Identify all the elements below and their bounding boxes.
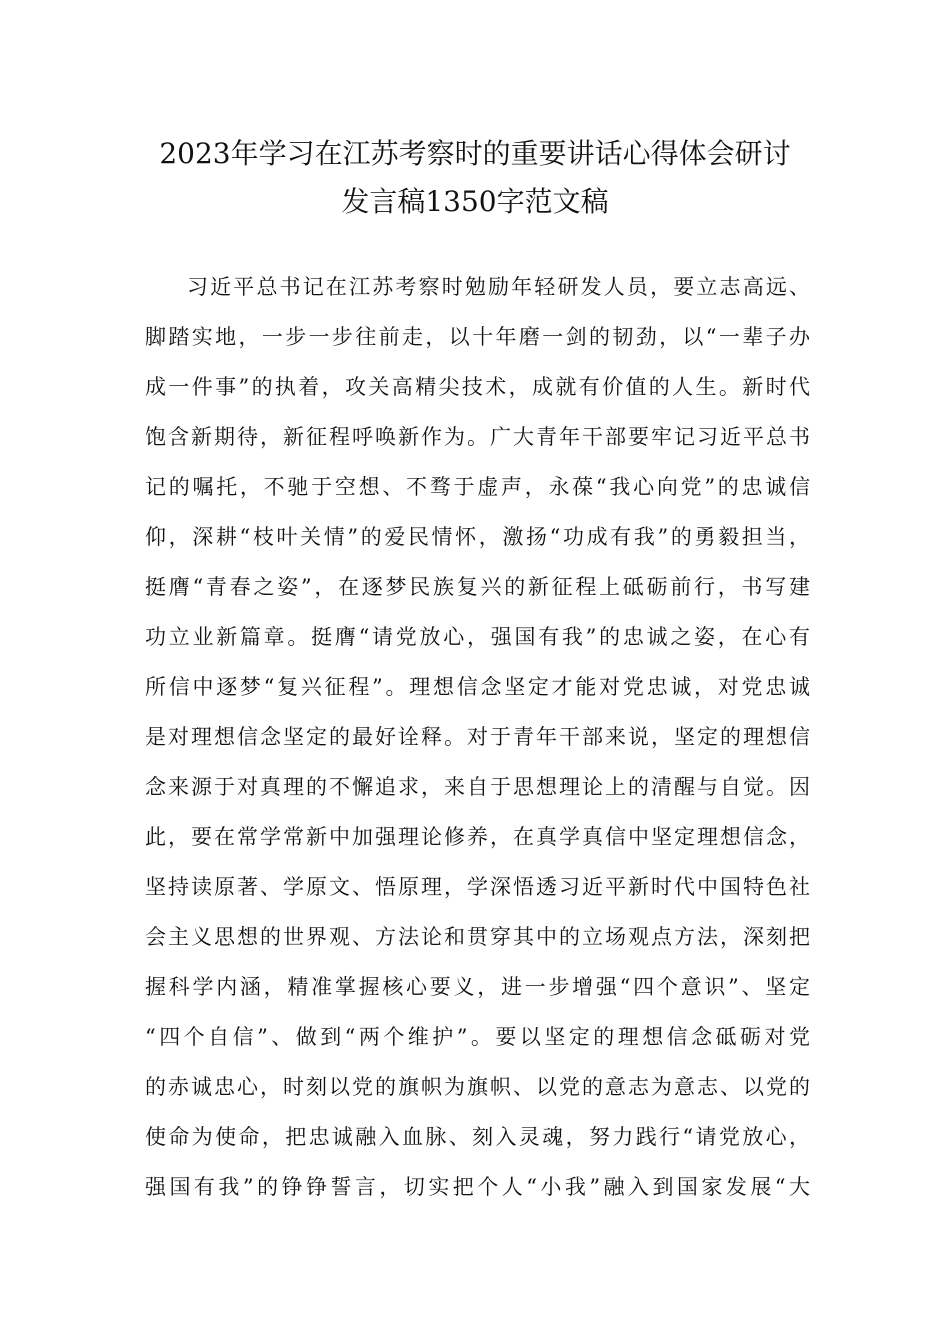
body-line: 饱含新期待，新征程呼唤新作为。广大青年干部要牢记习近平总书 (145, 425, 810, 449)
body-line: 此，要在常学常新中加强理论修养，在真学真信中坚定理想信念， (145, 825, 810, 849)
document-title-line-1: 2023年学习在江苏考察时的重要讲话心得体会研讨 (159, 137, 791, 170)
body-line: 坚持读原著、学原文、悟原理，学深悟透习近平新时代中国特色社 (145, 875, 810, 899)
body-line: 仰，深耕“枝叶关情”的爱民情怀，激扬“功成有我”的勇毅担当， (145, 525, 810, 549)
body-line: 脚踏实地，一步一步往前走，以十年磨一剑的韧劲，以“一辈子办 (145, 325, 810, 349)
body-line: 使命为使命，把忠诚融入血脉、刻入灵魂，努力践行“请党放心， (145, 1125, 810, 1149)
body-line: “四个自信”、做到“两个维护”。要以坚定的理想信念砥砺对党 (145, 1025, 810, 1049)
body-line: 的赤诚忠心，时刻以党的旗帜为旗帜、以党的意志为意志、以党的 (145, 1075, 810, 1099)
body-line: 所信中逐梦“复兴征程”。理想信念坚定才能对党忠诚，对党忠诚 (145, 675, 810, 699)
document-title-line-2: 发言稿1350字范文稿 (341, 185, 609, 218)
body-line: 强国有我”的铮铮誓言，切实把个人“小我”融入到国家发展“大 (145, 1175, 810, 1199)
body-line: 是对理想信念坚定的最好诠释。对于青年干部来说，坚定的理想信 (145, 725, 810, 749)
body-line: 记的嘱托，不驰于空想、不骛于虚声，永葆“我心向党”的忠诚信 (145, 475, 810, 499)
body-line: 功立业新篇章。挺膺“请党放心，强国有我”的忠诚之姿，在心有 (145, 625, 810, 649)
document-body (145, 262, 810, 1212)
body-line: 念来源于对真理的不懈追求，来自于思想理论上的清醒与自觉。因 (145, 775, 810, 799)
body-line: 挺膺“青春之姿”，在逐梦民族复兴的新征程上砥砺前行，书写建 (145, 575, 810, 599)
body-line: 会主义思想的世界观、方法论和贯穿其中的立场观点方法，深刻把 (145, 925, 810, 949)
body-line: 握科学内涵，精准掌握核心要义，进一步增强“四个意识”、坚定 (145, 975, 810, 999)
body-line: 习近平总书记在江苏考察时勉励年轻研发人员，要立志高远、 (187, 275, 810, 299)
body-line: 成一件事”的执着，攻关高精尖技术，成就有价值的人生。新时代 (145, 375, 810, 399)
